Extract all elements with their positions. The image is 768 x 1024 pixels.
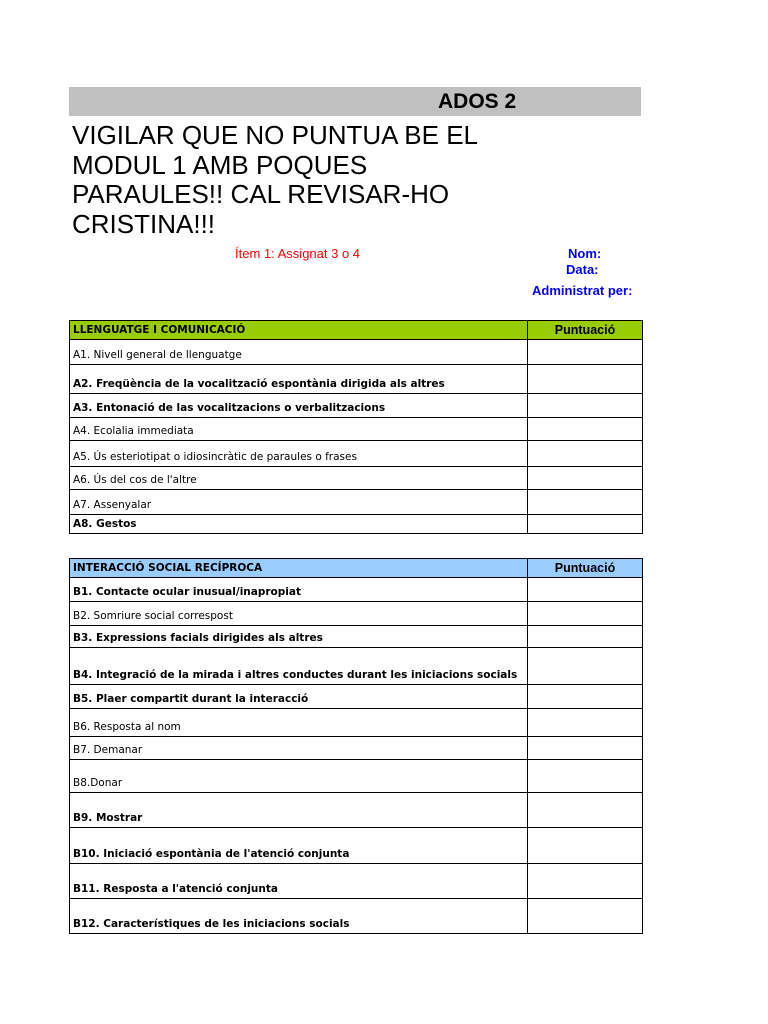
table-header-row [70, 559, 643, 578]
item-label: B4. Integració de la mirada i altres conductes durant les iniciacions socials [70, 648, 528, 685]
section-title: LLENGUATGE I COMUNICACIÓ [70, 321, 528, 340]
table-row [70, 737, 643, 760]
table-row [70, 685, 643, 709]
social-interaction-table [69, 558, 643, 934]
item-label: B1. Contacte ocular inusual/inapropiat [70, 578, 528, 602]
item-label: B6. Resposta al nom [70, 709, 528, 737]
warning-note [72, 121, 592, 239]
document-title: ADOS 2 [438, 90, 517, 113]
table-row [70, 340, 643, 365]
item-label: B8.Donar [70, 760, 528, 793]
item-note: Ítem 1: Assignat 3 o 4 [235, 246, 361, 261]
score-cell[interactable] [528, 828, 643, 864]
table-row [70, 578, 643, 602]
score-cell[interactable] [528, 418, 643, 441]
table-row [70, 467, 643, 490]
score-cell[interactable] [528, 760, 643, 793]
score-cell[interactable] [528, 793, 643, 828]
score-cell[interactable] [528, 899, 643, 934]
warning-line: VIGILAR QUE NO PUNTUA BE EL [72, 120, 478, 150]
table-header-row [70, 321, 643, 340]
table-row [70, 515, 643, 534]
table-row [70, 828, 643, 864]
item-label: A4. Ecolalia immediata [70, 418, 528, 441]
item-label: A5. Ús esteriotipat o idiosincràtic de paraules o frases [70, 441, 528, 467]
administrat-label: Administrat per: [532, 283, 633, 298]
score-cell[interactable] [528, 340, 643, 365]
score-cell[interactable] [528, 365, 643, 394]
item-label: B7. Demanar [70, 737, 528, 760]
item-label: B2. Somriure social correspost [70, 602, 528, 626]
table-row [70, 793, 643, 828]
nom-label: Nom: [568, 246, 602, 261]
table-row [70, 864, 643, 899]
item-label: B3. Expressions facials dirigides als altres [70, 626, 528, 648]
section-title: INTERACCIÓ SOCIAL RECÍPROCA [70, 559, 528, 578]
item-label: B10. Iniciació espontània de l'atenció conjunta [70, 828, 528, 864]
warning-line: PARAULES!! CAL REVISAR-HO [72, 179, 450, 209]
table-row [70, 365, 643, 394]
score-cell[interactable] [528, 490, 643, 515]
score-cell[interactable] [528, 648, 643, 685]
item-label: A1. Nivell general de llenguatge [70, 340, 528, 365]
score-cell[interactable] [528, 515, 643, 534]
score-cell[interactable] [528, 626, 643, 648]
table-row [70, 418, 643, 441]
score-cell[interactable] [528, 685, 643, 709]
score-cell[interactable] [528, 441, 643, 467]
item-label: A7. Assenyalar [70, 490, 528, 515]
table-row [70, 709, 643, 737]
score-cell[interactable] [528, 737, 643, 760]
table-row [70, 626, 643, 648]
score-cell[interactable] [528, 394, 643, 418]
item-label: B12. Característiques de les iniciacions socials [70, 899, 528, 934]
table-row [70, 899, 643, 934]
table-row [70, 602, 643, 626]
score-cell[interactable] [528, 602, 643, 626]
item-label: A3. Entonació de las vocalitzacions o verbalitzacions [70, 394, 528, 418]
table-row [70, 760, 643, 793]
score-cell[interactable] [528, 864, 643, 899]
table-row [70, 490, 643, 515]
table-row [70, 648, 643, 685]
warning-line: MODUL 1 AMB POQUES [72, 149, 368, 180]
item-label: B11. Resposta a l'atenció conjunta [70, 864, 528, 899]
warning-line: CRISTINA!!! [72, 208, 216, 239]
item-label: A2. Freqüència de la vocalització espontània dirigida als altres [70, 365, 528, 394]
item-label: B9. Mostrar [70, 793, 528, 828]
score-cell[interactable] [528, 709, 643, 737]
item-label: A6. Ús del cos de l'altre [70, 467, 528, 490]
score-header: Puntuació [528, 321, 643, 340]
item-label: A8. Gestos [70, 515, 528, 534]
score-cell[interactable] [528, 578, 643, 602]
item-label: B5. Plaer compartit durant la interacció [70, 685, 528, 709]
title-bar [69, 87, 641, 116]
data-label: Data: [566, 262, 599, 277]
language-communication-table [69, 320, 643, 534]
score-cell[interactable] [528, 467, 643, 490]
table-row [70, 394, 643, 418]
table-row [70, 441, 643, 467]
score-header: Puntuació [528, 559, 643, 578]
